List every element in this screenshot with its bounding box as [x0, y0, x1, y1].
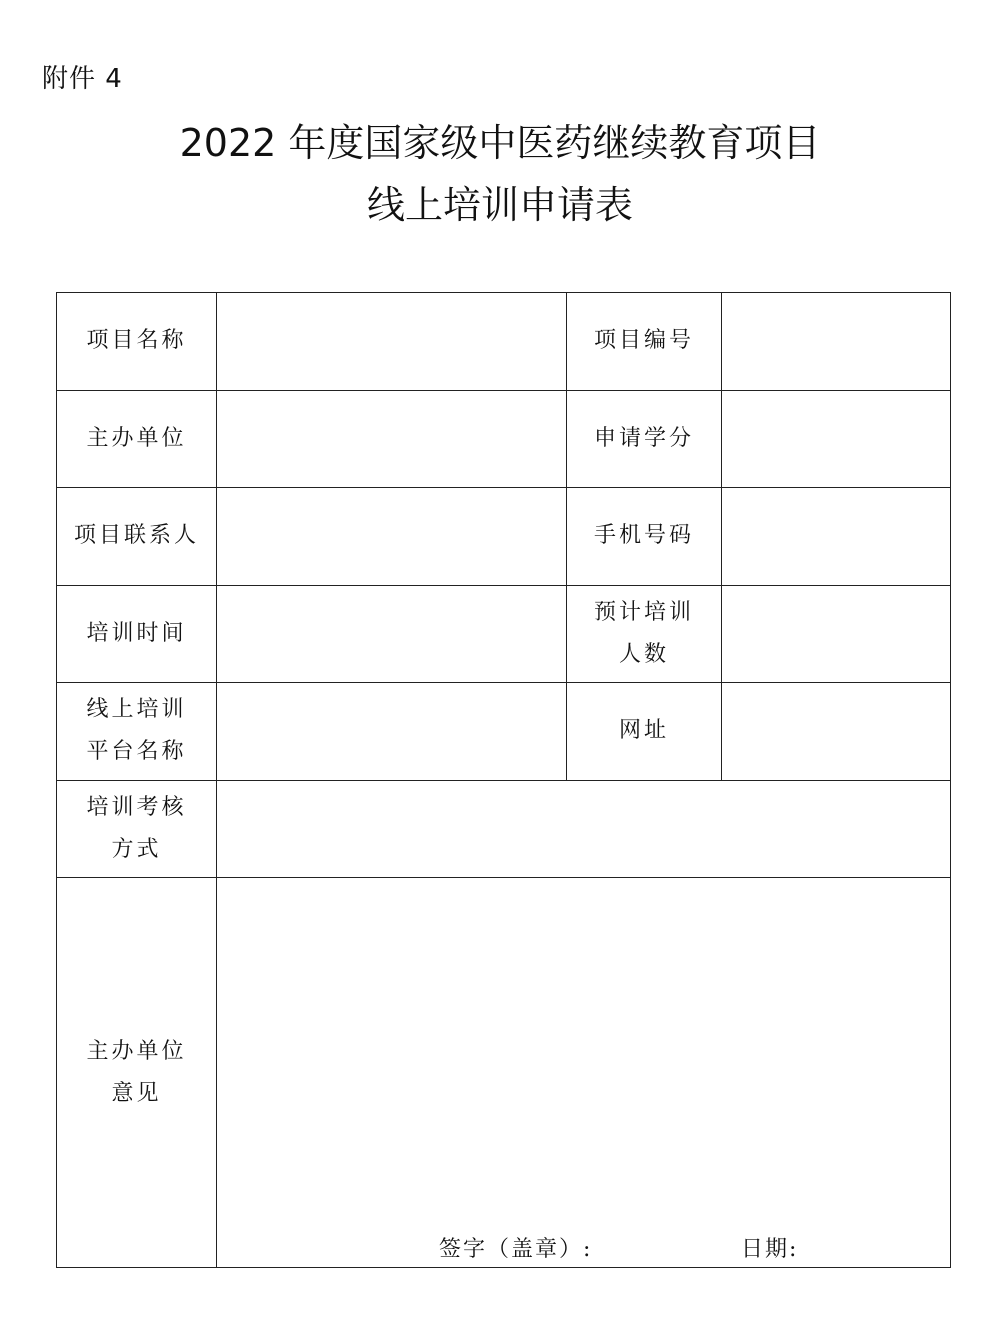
host-unit-label: 主办单位	[57, 390, 217, 488]
platform-name-label-line1: 线上培训	[86, 697, 187, 723]
website-field[interactable]	[722, 683, 951, 781]
mobile-number-label: 手机号码	[567, 488, 722, 586]
website-label: 网址	[567, 683, 722, 781]
expected-trainees-label-line1: 预计培训	[593, 599, 694, 625]
host-opinion-field[interactable]	[217, 878, 951, 1268]
host-unit-field[interactable]	[217, 390, 567, 488]
project-number-label: 项目编号	[567, 293, 722, 391]
form-row	[57, 390, 951, 488]
application-form-table	[56, 292, 951, 1268]
assessment-method-field[interactable]	[217, 780, 951, 878]
form-row	[57, 780, 951, 878]
assessment-method-label	[57, 780, 217, 878]
credits-applied-label: 申请学分	[567, 390, 722, 488]
platform-name-label-line2: 平台名称	[86, 739, 187, 765]
project-number-field[interactable]	[722, 293, 951, 391]
attachment-label: 附件 4	[42, 64, 123, 94]
assessment-method-label-line2: 方式	[111, 836, 162, 862]
training-time-field[interactable]	[217, 585, 567, 683]
form-row	[57, 293, 951, 391]
host-opinion-label-line2: 意见	[111, 1080, 162, 1106]
form-row	[57, 878, 951, 1268]
project-contact-field[interactable]	[217, 488, 567, 586]
training-time-label: 培训时间	[57, 585, 217, 683]
document-subtitle: 线上培训申请表	[366, 183, 633, 227]
project-name-label: 项目名称	[57, 293, 217, 391]
signature-label: 签字（盖章）:	[439, 1237, 593, 1262]
credits-applied-field[interactable]	[722, 390, 951, 488]
platform-name-label	[57, 683, 217, 781]
form-row	[57, 683, 951, 781]
platform-name-field[interactable]	[217, 683, 567, 781]
document-title: 2022 年度国家级中医药继续教育项目	[179, 121, 821, 165]
form-row	[57, 585, 951, 683]
host-opinion-label-line1: 主办单位	[86, 1038, 187, 1064]
expected-trainees-field[interactable]	[722, 585, 951, 683]
project-contact-label: 项目联系人	[57, 488, 217, 586]
host-opinion-label	[57, 878, 217, 1268]
project-name-field[interactable]	[217, 293, 567, 391]
expected-trainees-label-line2: 人数	[618, 641, 669, 667]
date-label: 日期:	[741, 1237, 799, 1262]
mobile-number-field[interactable]	[722, 488, 951, 586]
expected-trainees-label	[567, 585, 722, 683]
form-row	[57, 488, 951, 586]
assessment-method-label-line1: 培训考核	[86, 794, 187, 820]
